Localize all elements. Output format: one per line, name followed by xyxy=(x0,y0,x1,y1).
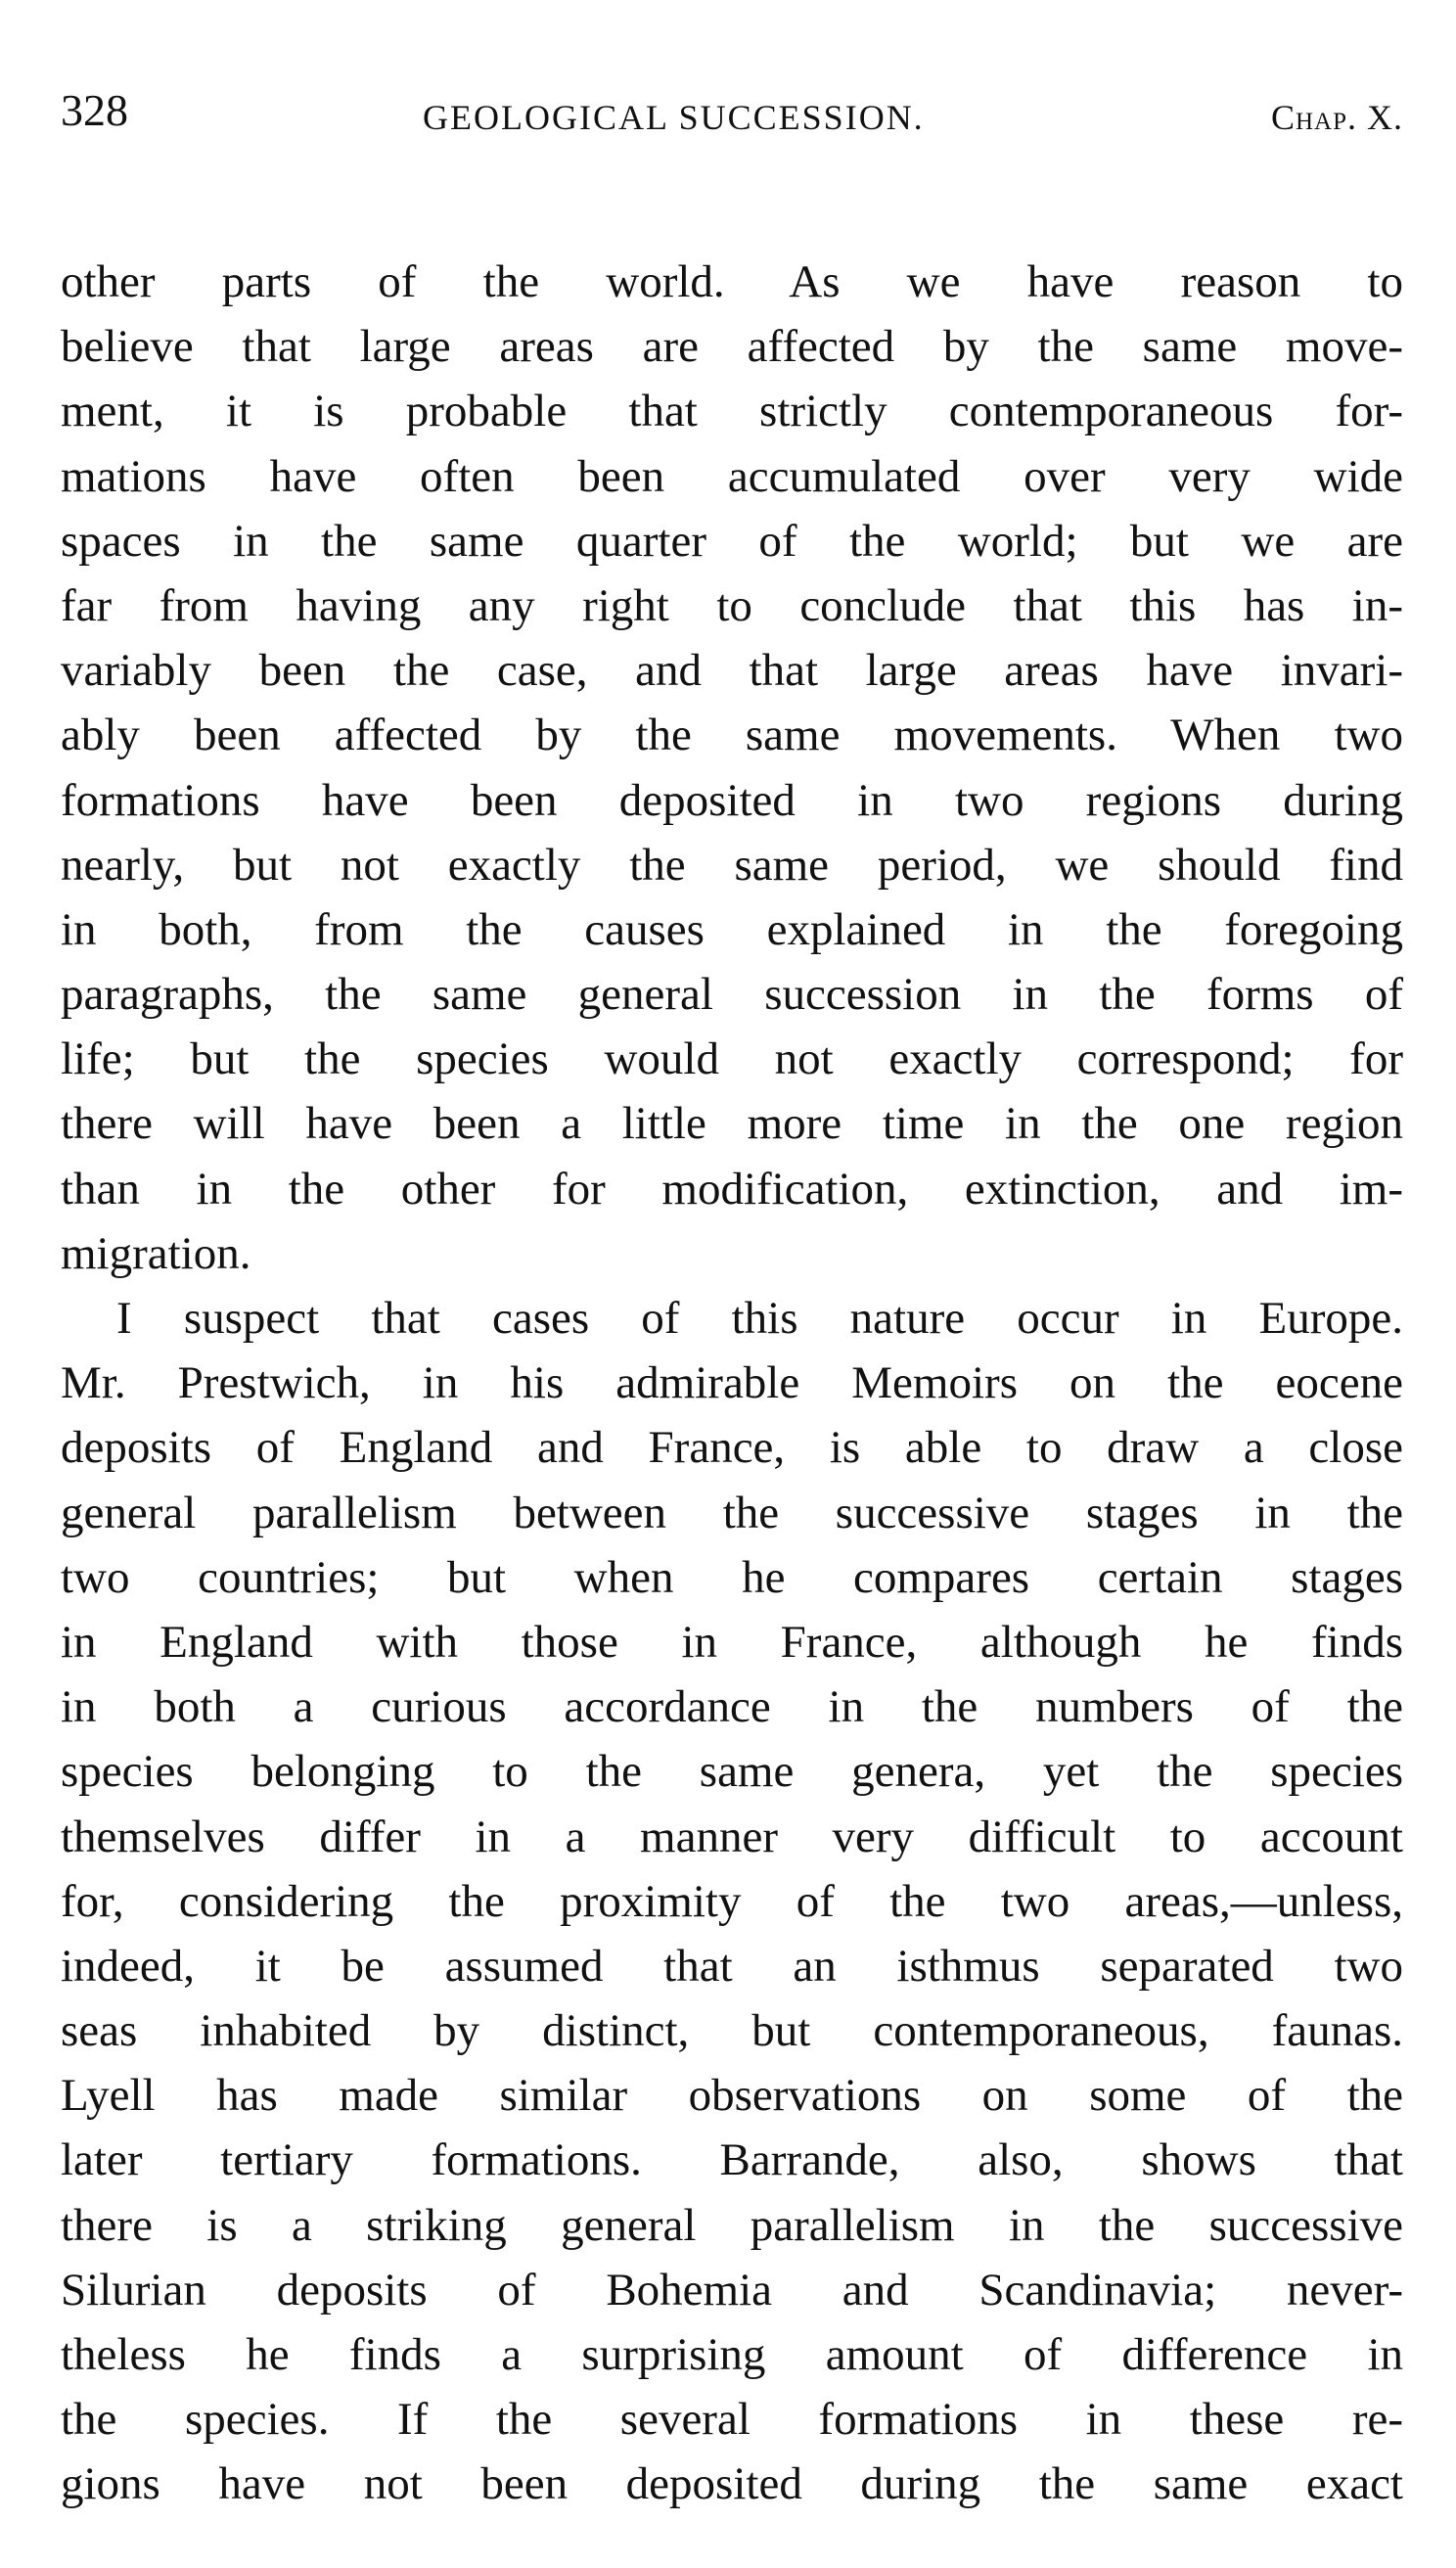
text-line: in both, from the causes explained in the foregoing xyxy=(61,903,1403,955)
text-line: nearly, but not exactly the same period, we should find xyxy=(61,839,1403,891)
text-line: Silurian deposits of Bohemia and Scandinavia; never- xyxy=(61,2264,1403,2316)
text-line: gions have not been deposited during the same exact xyxy=(61,2458,1403,2510)
text-line: mations have often been accumulated over very wide xyxy=(61,450,1403,502)
text-line: spaces in the same quarter of the world; but we are xyxy=(61,515,1403,567)
text-line: indeed, it be assumed that an isthmus separated two xyxy=(61,1940,1403,1992)
text-line: in England with those in France, although he finds xyxy=(61,1616,1403,1668)
paragraph-2 xyxy=(61,1286,1403,2517)
text-line: Lyell has made similar observations on some of the xyxy=(61,2070,1403,2122)
text-line: ably been affected by the same movements. When two xyxy=(61,710,1403,761)
text-line: theless he finds a surprising amount of difference in xyxy=(61,2329,1403,2380)
text-line: paragraphs, the same general succession in the forms of xyxy=(61,969,1403,1021)
text-line: there is a striking general parallelism in the successive xyxy=(61,2199,1403,2251)
text-line: the species. If the several formations in these re- xyxy=(61,2394,1403,2446)
chapter-label: Chap. X. xyxy=(1270,98,1403,137)
page-header xyxy=(61,67,1403,137)
text-line: far from having any right to conclude that this has in- xyxy=(61,579,1403,631)
text-line: migration. xyxy=(61,1227,251,1279)
text-line: species belonging to the same genera, yet the species xyxy=(61,1746,1403,1798)
text-line: general parallelism between the successive stages in the xyxy=(61,1487,1403,1538)
text-line: variably been the case, and that large areas have invari- xyxy=(61,645,1403,697)
text-line: Mr. Prestwich, in his admirable Memoirs on the eocene xyxy=(61,1357,1403,1409)
text-line: than in the other for modification, extinction, and im- xyxy=(61,1163,1403,1215)
page-number: 328 xyxy=(61,85,128,135)
body-text xyxy=(61,250,1403,2517)
text-line: themselves differ in a manner very difficult to account xyxy=(61,1811,1403,1862)
text-line: ment, it is probable that strictly contemporaneous for- xyxy=(61,386,1403,437)
book-page xyxy=(61,67,1403,2517)
text-line: formations have been deposited in two regions during xyxy=(61,774,1403,826)
text-line: later tertiary formations. Barrande, also, shows that xyxy=(61,2134,1403,2186)
text-line: deposits of England and France, is able to draw a close xyxy=(61,1422,1403,1474)
text-line: there will have been a little more time in the one region xyxy=(61,1098,1403,1150)
running-title: GEOLOGICAL SUCCESSION. xyxy=(423,98,925,137)
text-line: two countries; but when he compares certain stages xyxy=(61,1551,1403,1603)
text-line: life; but the species would not exactly correspond; for xyxy=(61,1033,1403,1085)
text-line: other parts of the world. As we have reason to xyxy=(61,256,1403,307)
text-line: seas inhabited by distinct, but contemporaneous, faunas. xyxy=(61,2005,1403,2057)
text-line: believe that large areas are affected by the same move- xyxy=(61,321,1403,373)
text-line: for, considering the proximity of the two areas,—unless, xyxy=(61,1875,1403,1927)
text-line: in both a curious accordance in the numbers of the xyxy=(61,1681,1403,1733)
paragraph-1 xyxy=(61,250,1403,1286)
text-line: I suspect that cases of this nature occur in Europe. xyxy=(116,1293,1403,1344)
